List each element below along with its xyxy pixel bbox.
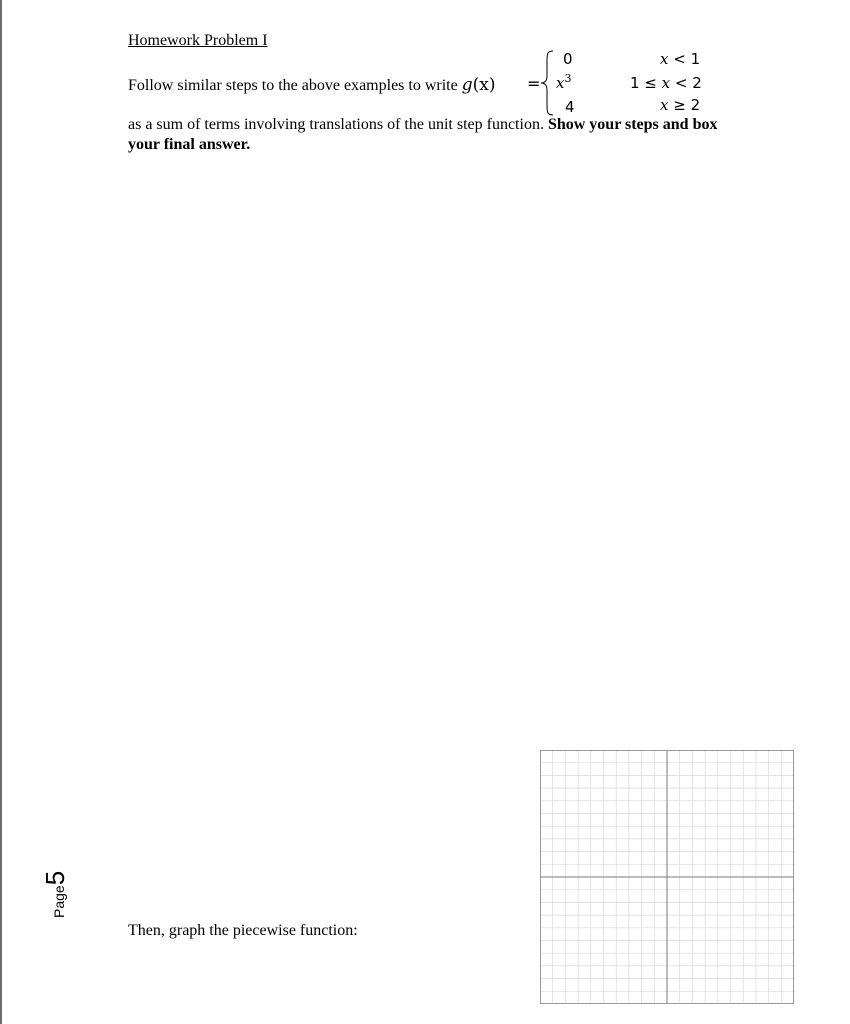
case-2-value — [556, 72, 571, 92]
page-number: 5 — [40, 870, 70, 886]
case-1-value: 0 — [563, 50, 573, 68]
equals-sign: = — [527, 74, 541, 93]
intro-text: Follow similar steps to the above examples to write — [128, 77, 458, 94]
case-1-condition: x < 1 — [660, 50, 701, 68]
piecewise-brace — [539, 50, 555, 116]
intro-sentence — [128, 75, 495, 95]
function-name: g — [461, 75, 473, 95]
page-number-label — [40, 871, 71, 918]
page-word: Page — [51, 885, 67, 918]
case-2-exponent: 3 — [564, 72, 572, 85]
instruction-plain: as a sum of terms involving translations of the unit step function. — [128, 116, 544, 133]
case-2-base: x — [556, 74, 565, 92]
page-edge-line — [0, 0, 2, 1024]
graph-grid[interactable] — [540, 750, 794, 1004]
instruction-bold: Show your steps and box your final answer. — [128, 116, 718, 153]
graph-prompt: Then, graph the piecewise function: — [128, 922, 358, 939]
case-3-value: 4 — [565, 98, 575, 116]
function-variable: (x) — [472, 75, 496, 95]
instruction-paragraph — [128, 115, 738, 155]
case-3-condition: x ≥ 2 — [660, 96, 701, 114]
problem-title: Homework Problem I — [128, 32, 268, 49]
case-2-condition: 1 ≤ x < 2 — [630, 74, 702, 92]
